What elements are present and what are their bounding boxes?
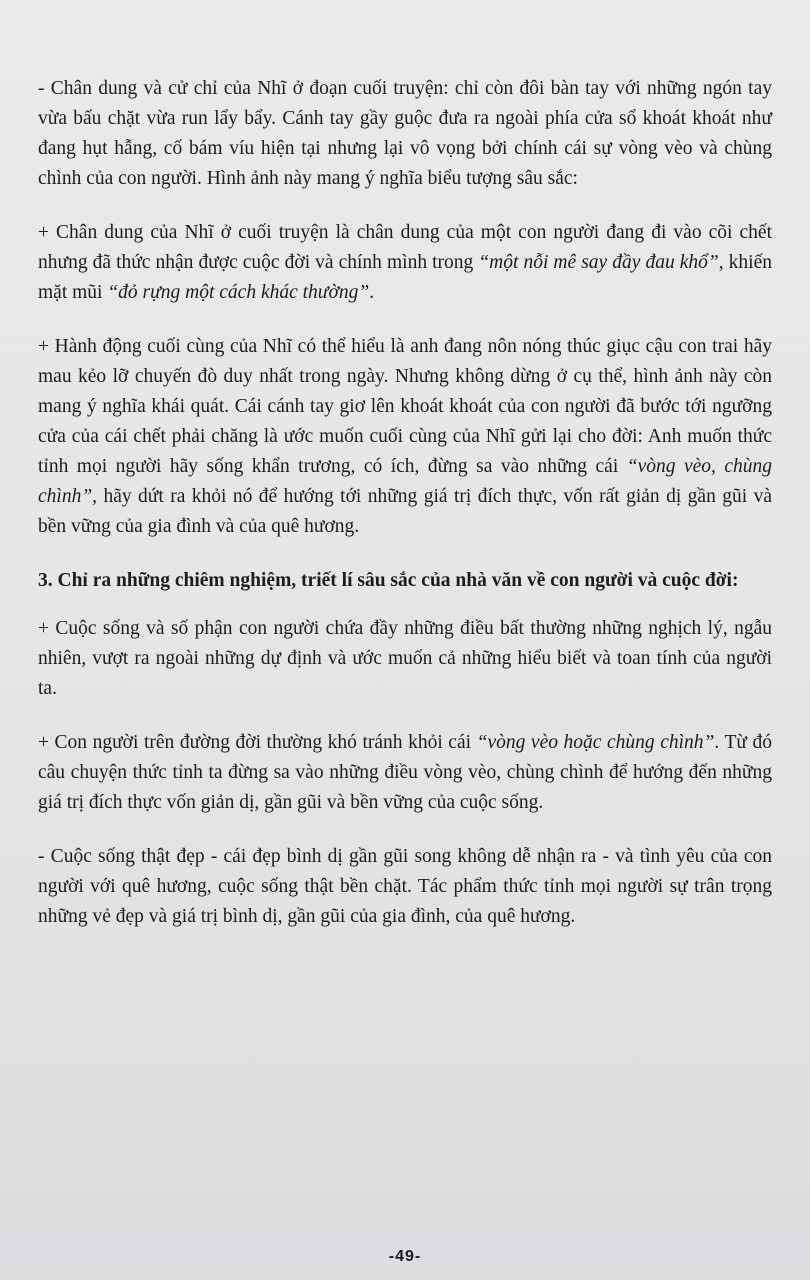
- page-number: -49-: [388, 1248, 422, 1265]
- paragraph-final-action: + Hành động cuối cùng của Nhĩ có thể hiểu là anh đang nôn nóng thúc giục cậu con trai hãy mau kẻo lỡ chuyến đò duy nhất trong ngày. Nhưng không dừng ở cụ thể, hình ảnh này còn mang ý nghĩa khái quát. Cái cánh tay giơ lên khoát khoát của con người đã bước tới ngưỡng cửa của cái chết phải chăng là ước muốn cuối cùng của Nhĩ gửi lại cho đời: Anh muốn thức tỉnh mọi người hãy sống khẩn trương, có ích, đừng sa vào những cái “vòng vèo, chùng chình”, hãy dứt ra khỏi nó để hướng tới những giá trị đích thực, vốn rất giản dị gần gũi và bền vững của gia đình và của quê hương.: [38, 336, 772, 537]
- section-heading: 3. Chỉ ra những chiêm nghiệm, triết lí sâu sắc của nhà văn về con người và cuộc đời:: [38, 570, 739, 591]
- paragraph-life-fate: + Cuộc sống và số phận con người chứa đầy những điều bất thường những nghịch lý, ngẫu nhiên, vượt ra ngoài những dự định và ước muốn cả những hiểu biết và toan tính của người ta.: [38, 618, 772, 699]
- paragraph-portrait: - Chân dung và cử chỉ của Nhĩ ở đoạn cuối truyện: chỉ còn đôi bàn tay với những ngón tay vừa bấu chặt vừa run lẩy bẩy. Cánh tay gầy guộc đưa ra ngoài phía cửa sổ khoát khoát như đang hụt hẫng, cố bám víu hiện tại nhưng lại vô vọng bởi chính cái sự vòng vèo và chùng chình của con người. Hình ảnh này mang ý nghĩa biểu tượng sâu sắc:: [38, 78, 772, 189]
- paragraph-detours: + Con người trên đường đời thường khó tránh khỏi cái “vòng vèo hoặc chùng chình”. Từ đó câu chuyện thức tỉnh ta đừng sa vào những điều vòng vèo, chùng chình để hướng đến những giá trị đích thực vốn giản dị, gần gũi và bền vững của cuộc sống.: [38, 732, 772, 813]
- text-body: [38, 74, 772, 956]
- paragraph-portrait-meaning: + Chân dung của Nhĩ ở cuối truyện là chân dung của một con người đang đi vào cõi chết nhưng đã thức nhận được cuộc đời và chính mình trong “một nỗi mê say đầy đau khổ”, khiến mặt mũi “đỏ rựng một cách khác thường”.: [38, 222, 772, 303]
- paragraph-beauty-of-life: - Cuộc sống thật đẹp - cái đẹp bình dị gần gũi song không dễ nhận ra - và tình yêu của con người với quê hương, cuộc sống thật bền chặt. Tác phẩm thức tỉnh mọi người sự trân trọng những vẻ đẹp và giá trị bình dị, gần gũi của gia đình, của quê hương.: [38, 846, 772, 927]
